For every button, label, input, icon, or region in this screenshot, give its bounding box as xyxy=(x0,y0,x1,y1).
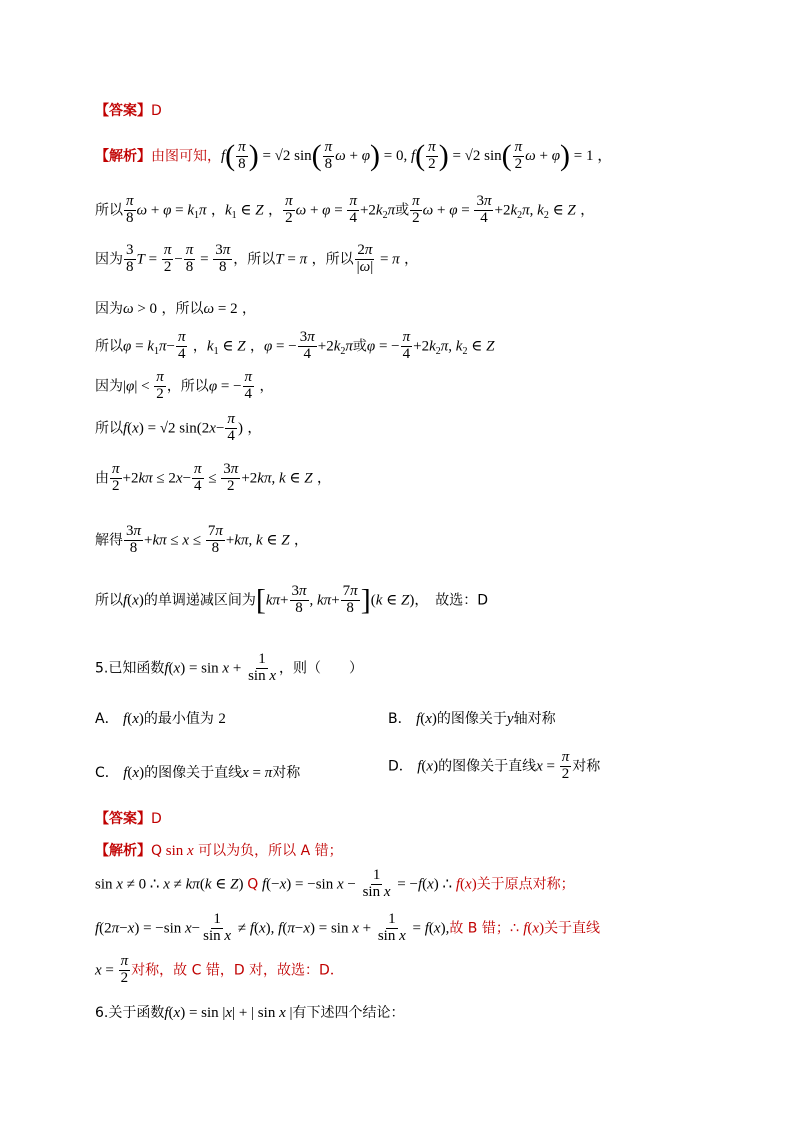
analysis-tag: 【解析】 xyxy=(95,148,151,165)
q4-line-2: 所以 $\frac{\pi}{8}$ $\omega + \varphi = k_1\pi$ ，$k_1$ ∈ Z ， $\frac{\pi}{2}$ ω + φ = $\frac{\pi}{4}$ $+2k_2\pi$或 $\frac{\pi}{2}$ ω + φ = $\frac{3\pi}{4}$ $+2k_2\pi$, $k_2$ ∈ Z ， xyxy=(95,193,595,226)
q5-analysis-line-3: f(2π−x) = −sin x− $\frac{1}{\text{sin x}}$ ≠ f(x), f(π−x) = sin x + $\frac{1}{\text{sin x}}$ = f(x),故 B 错；∴ f(x)关于直线 xyxy=(95,911,601,944)
option-a[interactable]: A． f(x)的最小值为 2 xyxy=(95,711,226,727)
q4-line-10: 所以f(x)的单调递减区间为[kπ+ $\frac{3\pi}{8}$ , kπ+ $\frac{7\pi}{8}$ ](k ∈ Z)， 故选：D xyxy=(95,583,489,617)
q5-analysis-line-4: x = $\frac{\pi}{2}$ 对称，故 C 错，D 对，故选：D． xyxy=(95,953,344,986)
q6-stem: 6.关于函数f(x) = sin |x| + | sin x |有下述四个结论： xyxy=(95,1005,405,1021)
answer-tag: 【答案】 xyxy=(95,103,151,119)
l1-math: f( $\frac{\pi}{8}$ ) = √2 sin( $\frac{\pi}{8}$ ω + φ) = 0, f( $\frac{\pi}{2}$ ) = √2 sin( $\frac{\pi}{2}$ ω + φ) = 1 ， xyxy=(221,139,613,173)
q4-line-4: 因为ω > 0 ，所以ω = 2 ， xyxy=(95,301,257,317)
q4-line-3: 因为 $\frac{3}{8}$ T = $\frac{\pi}{2}$ − $\frac{\pi}{8}$ = $\frac{3\pi}{8}$ ，所以T = π ，所以 $\frac{2\pi}{|\omega|}$ = π ， xyxy=(95,242,419,275)
q4-line-8: 由 $\frac{\pi}{2}$ +2kπ ≤ 2x− $\frac{\pi}{4}$ ≤ $\frac{3\pi}{2}$ +2kπ, k ∈ Z ， xyxy=(95,461,332,494)
analysis-prefix: 由图可知， xyxy=(151,148,221,165)
q4-analysis-line-1 xyxy=(95,140,612,173)
q5-analysis-line-2: sin x ≠ 0 ∴ x ≠ kπ(k ∈ Z) Q f(−x) = −sin x − $\frac{1}{\text{sin x}}$ = −f(x) ∴ f(x)关于原点对称； xyxy=(95,867,575,900)
q4-answer-line xyxy=(95,100,162,120)
q5-analysis-line-1: 【解析】Q sin x 可以为负，所以 A 错； xyxy=(95,843,343,859)
q4-line-7: 所以f(x) = √2 sin(2x− $\frac{\pi}{4}$ ) ， xyxy=(95,411,262,444)
analysis-tag: 【解析】 xyxy=(95,843,151,859)
option-c[interactable]: C． f(x)的图像关于直线x = π对称 xyxy=(95,765,301,781)
q5-answer-line xyxy=(95,808,162,828)
q5-stem: 5.已知函数f(x) = sin x + $\frac{1}{\text{sin x}}$ ，则（ ） xyxy=(95,651,363,684)
q4-line-9: 解得 $\frac{3\pi}{8}$ +kπ ≤ x ≤ $\frac{7\pi}{8}$ +kπ, k ∈ Z ， xyxy=(95,523,309,556)
answer-tag: 【答案】 xyxy=(95,811,151,827)
answer-value: D xyxy=(151,103,162,119)
option-b[interactable]: B． f(x)的图像关于y轴对称 xyxy=(388,711,556,727)
q4-line-5: 所以$\varphi = k_1\pi-$ $\frac{\pi}{4}$ ，$k_1$ ∈ Z ，φ = − $\frac{3\pi}{4}$ $+2k_2\pi$或φ = − $\frac{\pi}{4}$ $+2k_2\pi$, $k_2$ ∈ Z xyxy=(95,329,495,362)
answer-value: D xyxy=(151,811,162,827)
option-d[interactable]: D． f(x)的图像关于直线x = $\frac{\pi}{2}$ 对称 xyxy=(388,749,601,782)
q4-line-6: 因为|φ| < $\frac{\pi}{2}$ ，所以φ = − $\frac{\pi}{4}$ ， xyxy=(95,369,274,402)
